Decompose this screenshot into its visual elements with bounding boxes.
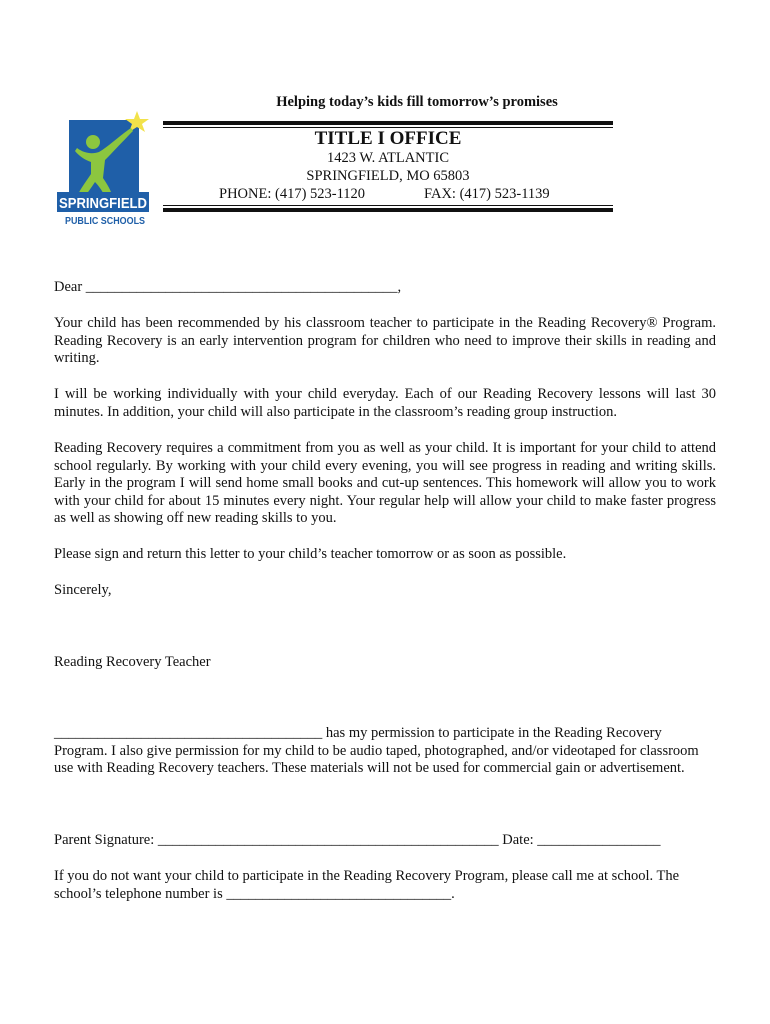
paragraph-commitment: Reading Recovery requires a commitment from you as well as your child. It is important for your child to attend school regularly. By working with your child every evening, you will see progress in reading and writing skills. Early in the program I will send home small books and cut-up sentences. This homework will allow you to work with your child for about 15 minutes every night. Your regular help will allow your child to make faster progress as well as showing off new reading skills to you. (54, 440, 716, 526)
logo-name-line1: SPRINGFIELD (59, 195, 148, 212)
closing: Sincerely, (54, 582, 112, 598)
permission-statement: _____________________________________ has my permission to participate in the Reading Recovery Program. I also give permission for my child to be audio taped, photographed, and/or videotaped for classroom use with Reading Recovery teachers. These materials will not be used for commercial gain or advertisement. (54, 725, 699, 776)
phone-number: PHONE: (417) 523-1120 (219, 186, 366, 202)
header-rule-bottom (163, 205, 613, 212)
address-city: SPRINGFIELD, MO 65803 (306, 168, 470, 184)
logo-name-line2: PUBLIC SCHOOLS (65, 216, 146, 227)
tagline: Helping today’s kids fill tomorrow’s promises (276, 94, 558, 110)
header-rule-top (163, 121, 613, 128)
address-street: 1423 W. ATLANTIC (326, 150, 450, 166)
salutation: Dear ___________________________________________, (54, 279, 402, 295)
paragraph-return: Please sign and return this letter to your child’s teacher tomorrow or as soon as possible. (54, 546, 567, 562)
paragraph-lessons: I will be working individually with your child everyday. Each of our Reading Recovery lessons will last 30 minutes. In addition, your child will also participate in the classroom’s reading group instruction. (54, 386, 716, 420)
office-title: TITLE I OFFICE (314, 128, 462, 149)
springfield-public-schools-logo (53, 108, 161, 228)
child-head-icon (86, 135, 100, 149)
footer-note: If you do not want your child to participate in the Reading Recovery Program, please call me at school. The school’s telephone number is _______________________________. (54, 868, 680, 902)
signer-title: Reading Recovery Teacher (54, 654, 211, 670)
fax-number: FAX: (417) 523-1139 (424, 186, 550, 202)
parent-signature-line: Parent Signature: _______________________________________________ Date: _________________ (54, 832, 661, 848)
paragraph-intro: Your child has been recommended by his classroom teacher to participate in the Reading Recovery® Program. Reading Recovery is an early intervention program for children who need to improve their skills in reading and writing. (54, 315, 716, 366)
